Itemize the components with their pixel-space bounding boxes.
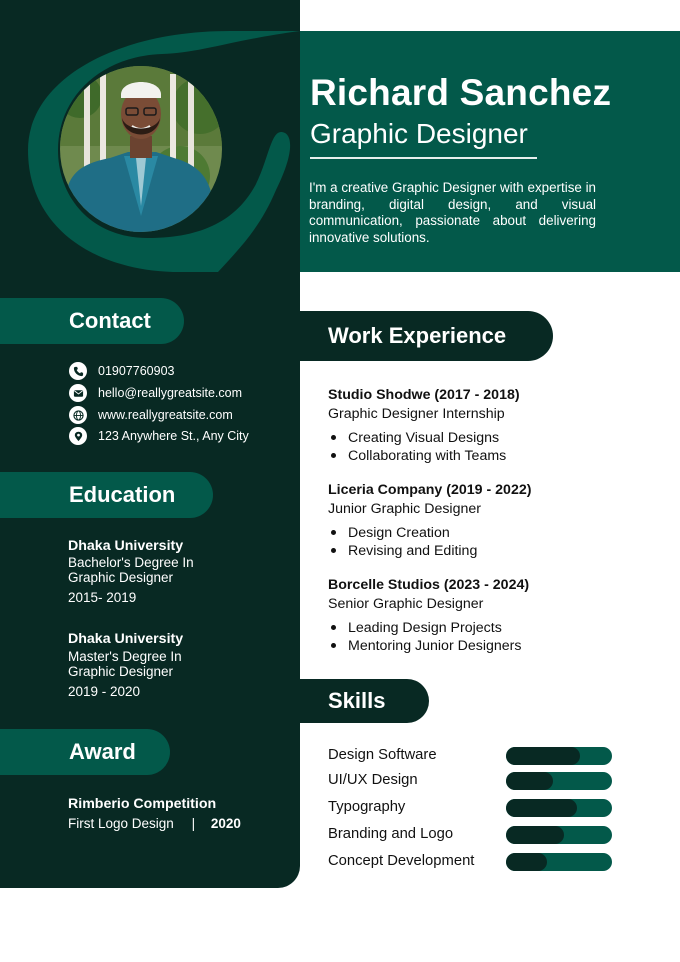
- skill-bar: [506, 747, 612, 765]
- job-bullet-text: Mentoring Junior Designers: [348, 638, 522, 654]
- award-heading: Award: [0, 729, 170, 775]
- job-bullet: [331, 620, 502, 636]
- education-years: 2019 - 2020: [68, 684, 141, 699]
- skill-bar-fill: [506, 826, 564, 844]
- award-detail: First Logo Design: [68, 816, 174, 831]
- skills-heading: Skills: [300, 679, 429, 723]
- globe-icon: [69, 406, 87, 424]
- email-icon: [69, 384, 87, 402]
- skill-bar-fill: [506, 772, 553, 790]
- job-bullet-text: Revising and Editing: [348, 543, 478, 559]
- candidate-name: Richard Sanchez: [310, 72, 612, 113]
- skill-bar-fill: [506, 747, 580, 765]
- contact-address: [69, 427, 249, 445]
- profile-photo: [60, 66, 222, 232]
- skill-label: Branding and Logo: [328, 826, 454, 842]
- job-title: Liceria Company (2019 - 2022): [328, 482, 532, 498]
- skill-label: Design Software: [328, 747, 437, 763]
- education-school: Dhaka University: [68, 631, 184, 647]
- award-year: 2020: [210, 816, 241, 831]
- education-degree: Master's Degree In Graphic Designer: [68, 649, 182, 679]
- job-role: Graphic Designer Internship: [328, 406, 505, 422]
- job-bullet-text: Creating Visual Designs: [348, 430, 500, 446]
- contact-email: [69, 384, 242, 402]
- contact-address-text: 123 Anywhere St., Any City: [98, 429, 249, 443]
- award-detail-line: [68, 816, 241, 831]
- contact-heading: Contact: [0, 298, 184, 344]
- job-bullet-text: Collaborating with Teams: [348, 448, 507, 464]
- skill-bar: [506, 799, 612, 817]
- job-bullet-text: Design Creation: [348, 525, 450, 541]
- job-bullet-text: Leading Design Projects: [348, 620, 502, 636]
- about-text: I'm a creative Graphic Designer with expertise in branding, digital design, and visual communication, passionate about delivering innovative solutions.: [309, 180, 596, 245]
- skill-bar-fill: [506, 853, 547, 871]
- work-experience-heading: Work Experience: [300, 311, 553, 361]
- contact-website: [69, 406, 233, 424]
- skill-bar: [506, 853, 612, 871]
- contact-website-text: www.reallygreatsite.com: [98, 408, 233, 422]
- phone-icon: [69, 362, 87, 380]
- skill-bar-fill: [506, 799, 577, 817]
- contact-email-text: hello@reallygreatsite.com: [98, 386, 243, 400]
- job-title: Studio Shodwe (2017 - 2018): [328, 387, 520, 403]
- job-bullet: [331, 638, 522, 654]
- award-title: Rimberio Competition: [68, 796, 217, 812]
- job-title: Borcelle Studios (2023 - 2024): [328, 577, 530, 593]
- skill-label: Concept Development: [328, 853, 475, 869]
- education-degree: Bachelor's Degree In Graphic Designer: [68, 555, 194, 585]
- education-school: Dhaka University: [68, 538, 184, 554]
- job-bullet: [331, 448, 506, 464]
- location-icon: [69, 427, 87, 445]
- award-separator: |: [191, 816, 196, 831]
- job-bullet: [331, 543, 477, 559]
- skill-label: UI/UX Design: [328, 772, 418, 788]
- job-role: Junior Graphic Designer: [328, 501, 481, 517]
- skill-label: Typography: [328, 799, 406, 815]
- skill-bar: [506, 772, 612, 790]
- job-bullet: [331, 430, 499, 446]
- job-bullet: [331, 525, 450, 541]
- education-heading: Education: [0, 472, 213, 518]
- skill-bar: [506, 826, 612, 844]
- contact-phone-text: 01907760903: [98, 364, 175, 378]
- education-years: 2015- 2019: [68, 590, 137, 605]
- candidate-role: Graphic Designer: [310, 118, 528, 149]
- contact-phone: [69, 362, 174, 380]
- job-role: Senior Graphic Designer: [328, 596, 484, 612]
- header-divider: [310, 157, 537, 159]
